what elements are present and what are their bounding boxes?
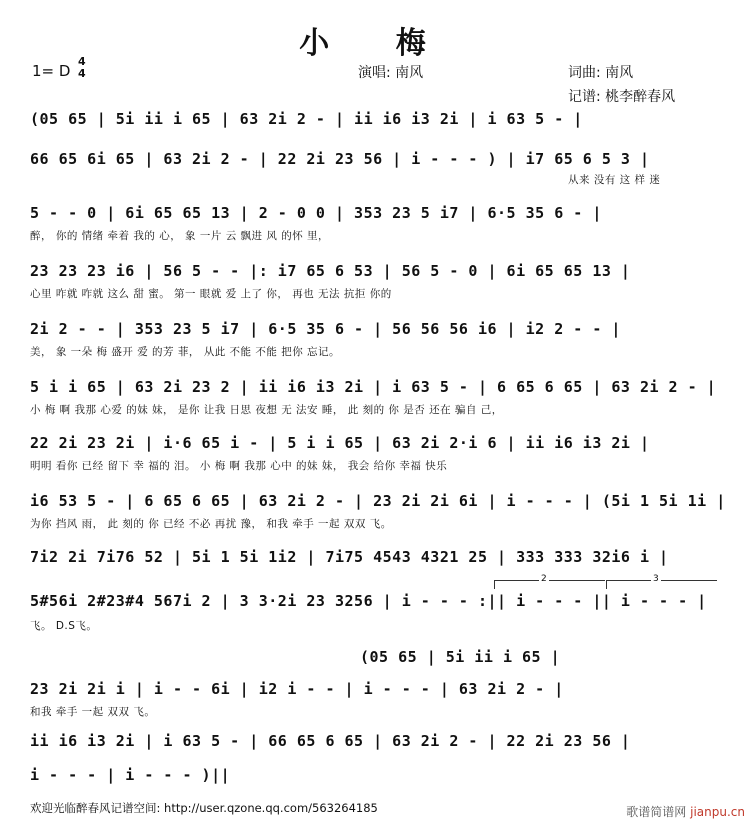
score-row-7-notes: 22 2i 23 2i | i·6 65 i - | 5 i i 65 | 63 2i 2·i 6 | ii i6 i3 2i | <box>30 434 650 452</box>
key-signature: 1= D <box>32 62 71 80</box>
transcriber-credit: 记谱: 桃李醉春风 <box>568 89 676 105</box>
score-row-9-notes: 7i2 2i 7i76 52 | 5i 1 5i 1i2 | 7i75 4543 4321 25 | 333 333 32i6 i | <box>30 548 669 566</box>
score-row-12-notes: 23 2i 2i i | i - - 6i | i2 i - - | i - - - | 63 2i 2 - | <box>30 680 564 698</box>
footer-text: 欢迎光临醉春风记谱空间: http://user.qzone.qq.com/563264185 <box>30 801 378 815</box>
score-row-10-notes: 5#56i 2#23#4 567i 2 | 3 3·2i 23 3256 | i - - - :|| i - - - || i - - - | <box>30 592 707 610</box>
score-row-1-notes: (05 65 | 5i ii i 65 | 63 2i 2 - | ii i6 i3 2i | i 63 5 - | <box>30 110 583 128</box>
score-row-6-lyrics: 小 梅 啊 我那 心爱 的妹 妹， 是你 让我 日思 夜想 无 法安 睡， 此 刻的 你 是否 还在 骗自 己， <box>30 404 503 416</box>
second-ending-bracket <box>606 574 717 589</box>
score-row-4-lyrics: 心里 咋就 咋就 这么 甜 蜜。 第一 眼就 爱 上了 你， 再也 无法 抗拒 你的 <box>30 288 392 300</box>
score-row-3-lyrics: 醉， 你的 情绪 牵着 我的 心， 象 一片 云 飘进 风 的怀 里， <box>30 230 330 242</box>
score-row-5-notes: 2i 2 - - | 353 23 5 i7 | 6·5 35 6 - | 56 56 56 i6 | i2 2 - - | <box>30 320 621 338</box>
score-row-7-lyrics: 明明 看你 已经 留下 幸 福的 泪。 小 梅 啊 我那 心中 的妹 妹， 我会 给你 幸福 快乐 <box>30 460 448 472</box>
score-row-12-lyrics: 和我 牵手 一起 双双 飞。 <box>30 706 156 718</box>
time-sig-bottom: 4 <box>78 67 86 80</box>
score-row-4-notes: 23 23 23 i6 | 56 5 - - |: i7 65 6 53 | 56 5 - 0 | 6i 65 65 13 | <box>30 262 631 280</box>
score-row-3-notes: 5 - - 0 | 6i 65 65 13 | 2 - 0 0 | 353 23 5 i7 | 6·5 35 6 - | <box>30 204 602 222</box>
score-row-6-notes: 5 i i 65 | 63 2i 23 2 | ii i6 i3 2i | i 63 5 - | 6 65 6 65 | 63 2i 2 - | <box>30 378 717 396</box>
score-row-2-lyrics: 从来 没有 这 样 迷 <box>568 174 661 186</box>
singer-credit: 演唱: 南风 <box>358 65 424 81</box>
lyricist-credit: 词曲: 南风 <box>568 65 634 81</box>
first-ending-number: 2 <box>541 574 547 584</box>
time-signature <box>78 56 86 80</box>
watermark-site: 歌谱简谱网 <box>626 805 687 819</box>
page-title: 小 梅 <box>299 26 454 61</box>
score-row-11-notes: (05 65 | 5i ii i 65 | <box>360 648 561 666</box>
watermark <box>626 803 745 820</box>
score-row-13-notes: ii i6 i3 2i | i 63 5 - | 66 65 6 65 | 63 2i 2 - | 22 2i 23 56 | <box>30 732 631 750</box>
score-row-5-lyrics: 美， 象 一朵 梅 盛开 爱 的芳 菲， 从此 不能 不能 把你 忘记。 <box>30 346 341 358</box>
score-row-10-lyrics: 飞。 D.S飞。 <box>30 620 98 632</box>
score-row-8-lyrics: 为你 挡风 雨， 此 刻的 你 已经 不必 再扰 豫， 和我 牵手 一起 双双 飞。 <box>30 518 392 530</box>
watermark-url: jianpu.cn <box>690 805 745 819</box>
score-row-8-notes: i6 53 5 - | 6 65 6 65 | 63 2i 2 - | 23 2i 2i 6i | i - - - | (5i 1 5i 1i | <box>30 492 726 510</box>
time-sig-top: 4 <box>78 55 86 68</box>
second-ending-number: 3 <box>653 574 659 584</box>
score-row-14-notes: i - - - | i - - - )|| <box>30 766 231 784</box>
first-ending-bracket <box>494 574 605 589</box>
score-row-2-notes: 66 65 6i 65 | 63 2i 2 - | 22 2i 23 56 | i - - - ) | i7 65 6 5 3 | <box>30 150 650 168</box>
